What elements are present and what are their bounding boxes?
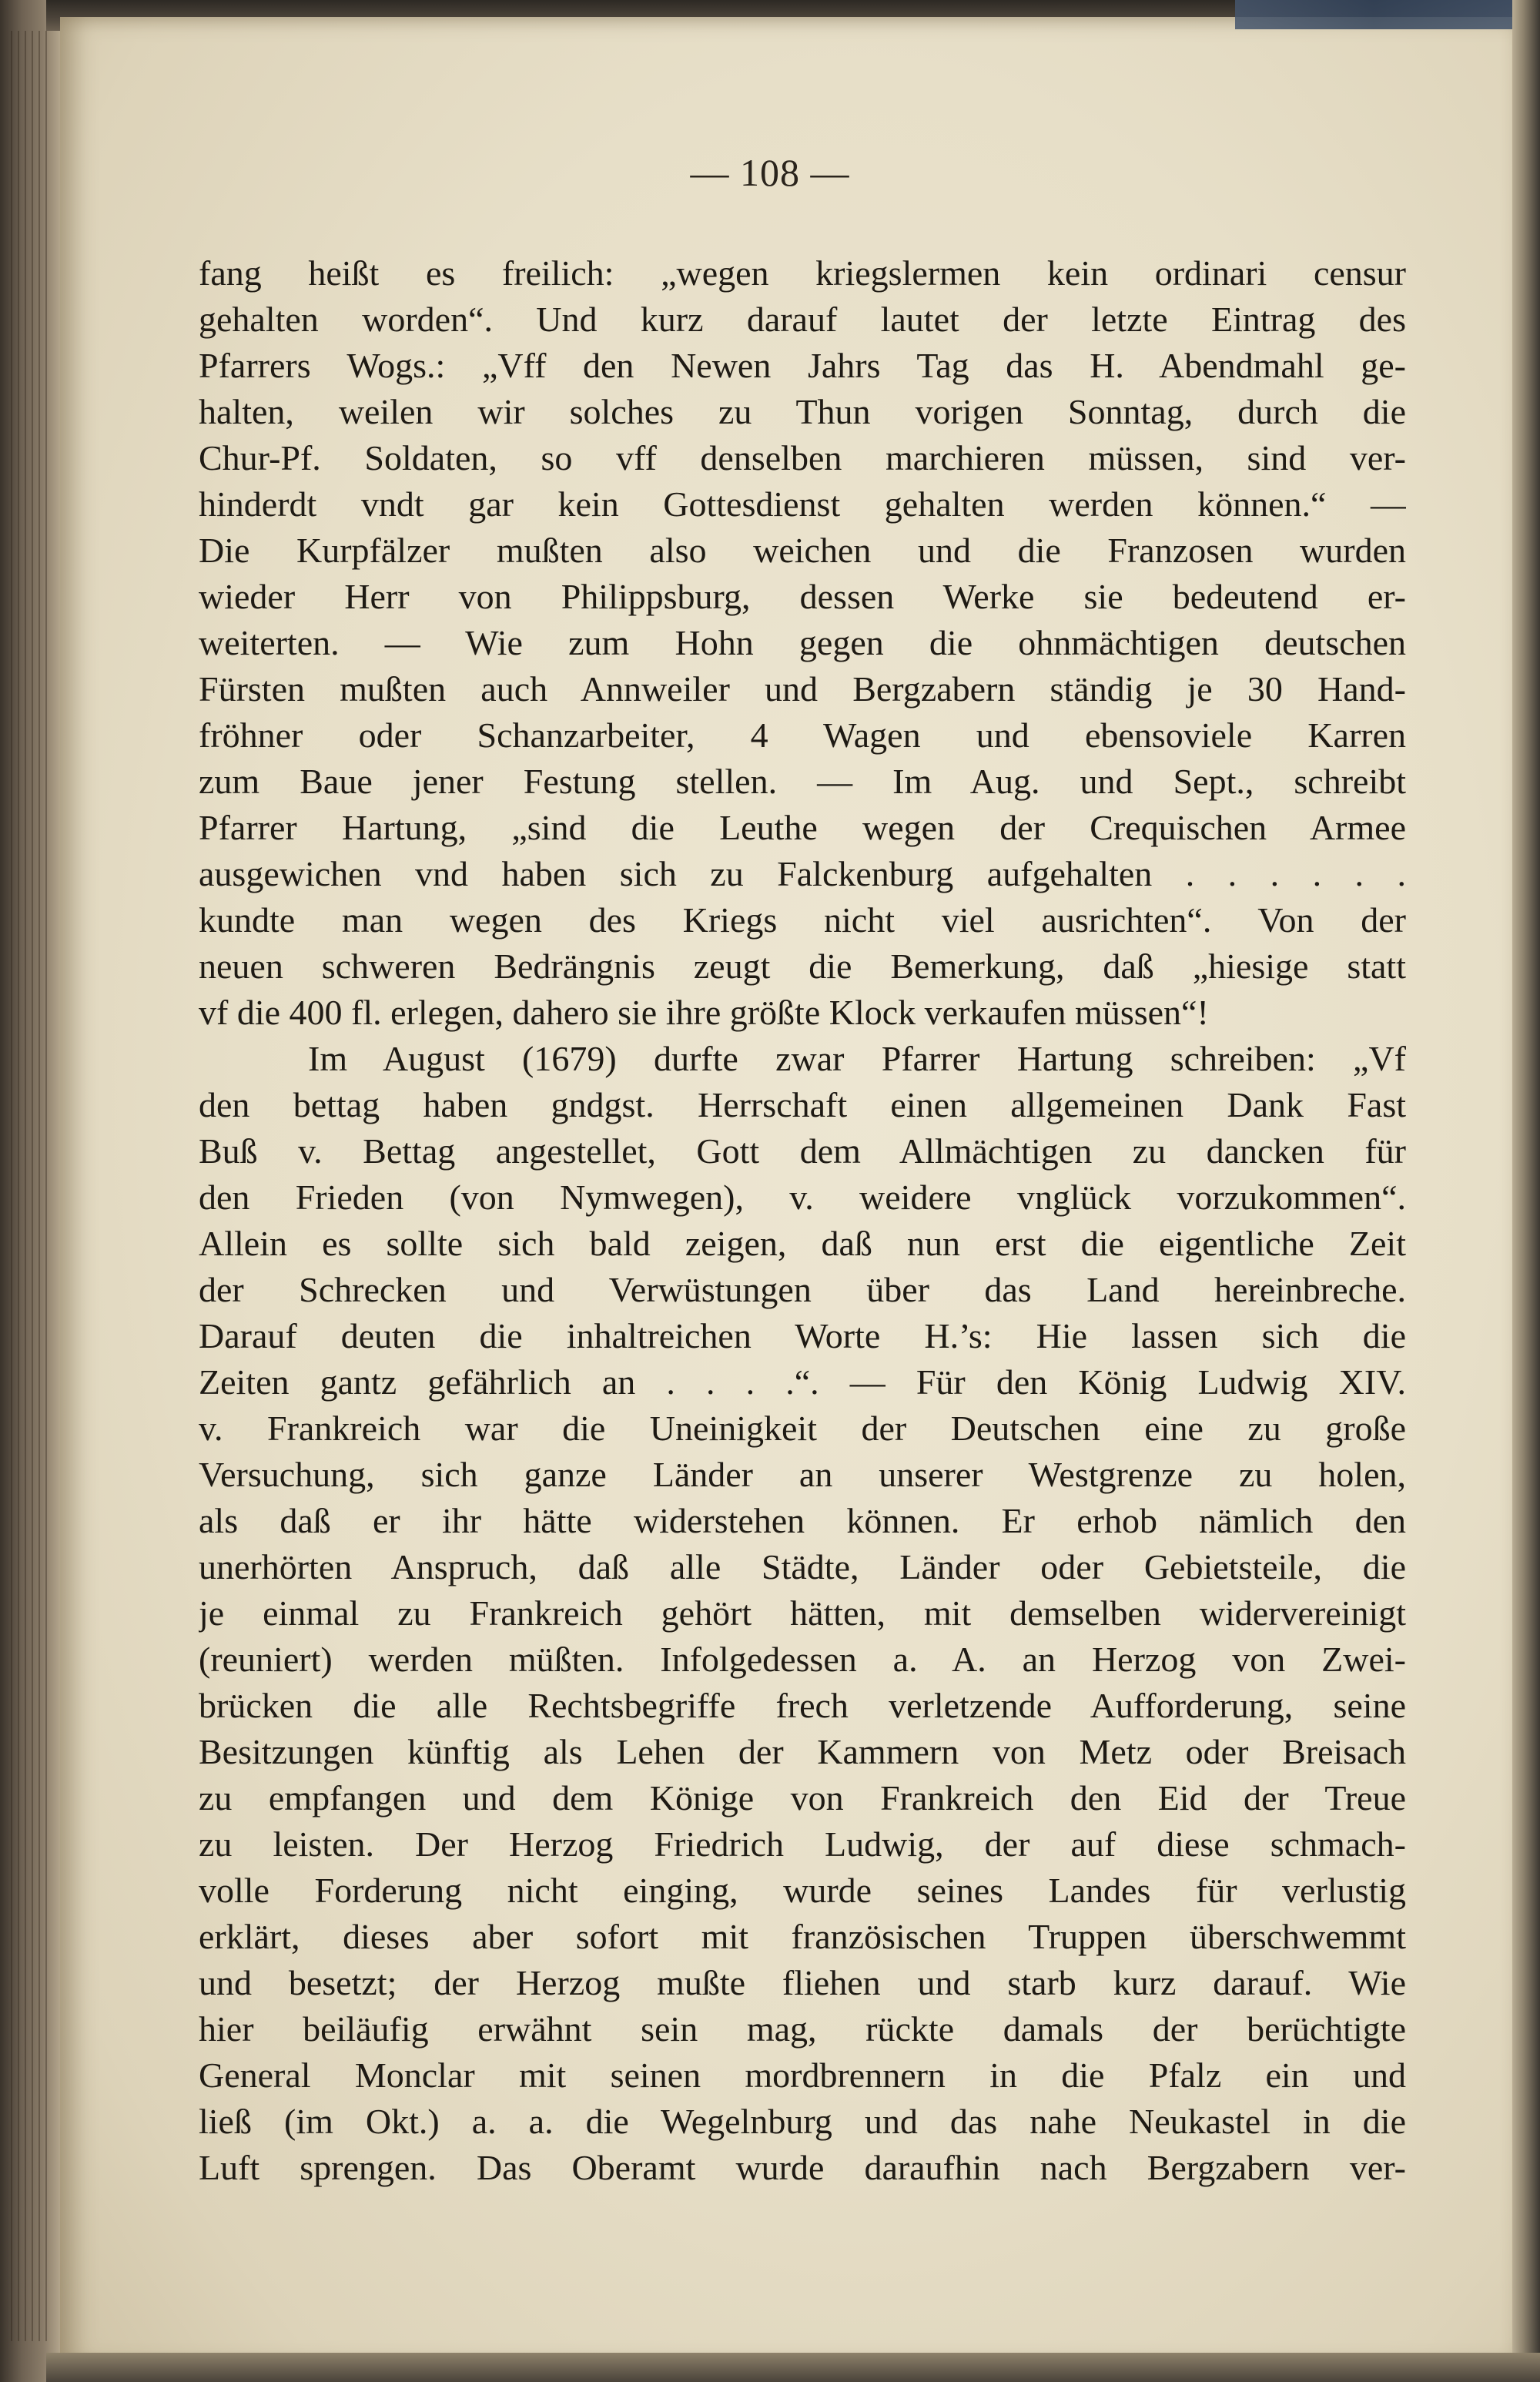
text-line: Chur-Pf. Soldaten, so vff denselben marchieren müssen, sind ver-: [199, 438, 1406, 477]
text-line: General Monclar mit seinen mordbrennern in die Pfalz ein und: [199, 2055, 1406, 2095]
text-line: Pfarrers Wogs.: „Vff den Newen Jahrs Tag das H. Abendmahl ge-: [199, 346, 1406, 385]
ribbon-tab: [1235, 0, 1512, 29]
text-line: Zeiten gantz gefährlich an . . . .“. — Für den König Ludwig XIV.: [199, 1362, 1406, 1402]
text-line: Luft sprengen. Das Oberamt wurde daraufhin nach Bergzabern ver-: [199, 2148, 1406, 2187]
spine-page-edges: [11, 31, 49, 2341]
text-line: Versuchung, sich ganze Länder an unserer Westgrenze zu holen,: [199, 1455, 1406, 1494]
text-line: erklärt, dieses aber sofort mit französischen Truppen überschwemmt: [199, 1917, 1406, 1956]
text-line: Die Kurpfälzer mußten also weichen und die Franzosen wurden: [199, 531, 1406, 570]
text-line: Im August (1679) durfte zwar Pfarrer Hartung schreiben: „Vf: [308, 1039, 1406, 1078]
text-line: den bettag haben gndgst. Herrschaft einen allgemeinen Dank Fast: [199, 1085, 1406, 1124]
text-line: hinderdt vndt gar kein Gottesdienst gehalten werden können.“ —: [199, 484, 1406, 524]
book-spine: [0, 0, 62, 2382]
text-line: Pfarrer Hartung, „sind die Leuthe wegen der Crequischen Armee: [199, 808, 1406, 847]
text-line: den Frieden (von Nymwegen), v. weidere vnglück vorzukommen“.: [199, 1178, 1406, 1217]
text-line: und besetzt; der Herzog mußte fliehen und starb kurz darauf. Wie: [199, 1963, 1406, 2002]
text-line: halten, weilen wir solches zu Thun vorigen Sonntag, durch die: [199, 392, 1406, 431]
text-line: unerhörten Anspruch, daß alle Städte, Länder oder Gebietsteile, die: [199, 1547, 1406, 1586]
text-line: v. Frankreich war die Uneinigkeit der Deutschen eine zu große: [199, 1409, 1406, 1448]
text-line: der Schrecken und Verwüstungen über das Land hereinbreche.: [199, 1270, 1406, 1309]
text-line: neuen schweren Bedrängnis zeugt die Bemerkung, daß „hiesige statt: [199, 946, 1406, 986]
text-line: je einmal zu Frankreich gehört hätten, mit demselben widervereinigt: [199, 1593, 1406, 1633]
text-line: weiterten. — Wie zum Hohn gegen die ohnmächtigen deutschen: [199, 623, 1406, 662]
text-line: ließ (im Okt.) a. a. die Wegelnburg und das nahe Neukastel in die: [199, 2102, 1406, 2141]
right-edge-shadow: [1512, 0, 1540, 2382]
text-line: fröhner oder Schanzarbeiter, 4 Wagen und ebensoviele Karren: [199, 715, 1406, 755]
text-line: zu leisten. Der Herzog Friedrich Ludwig, der auf diese schmach-: [199, 1824, 1406, 1864]
text-line: hier beiläufig erwähnt sein mag, rückte damals der berüchtigte: [199, 2009, 1406, 2049]
text-line: wieder Herr von Philippsburg, dessen Werke sie bedeutend er-: [199, 577, 1406, 616]
text-line: vf die 400 fl. erlegen, dahero sie ihre größte Klock verkaufen müssen“!: [199, 993, 1209, 1032]
bottom-edge-shadow: [46, 2353, 1540, 2382]
page-number: — 108 —: [690, 151, 850, 194]
text-line: fang heißt es freilich: „wegen kriegslermen kein ordinari censur: [199, 253, 1406, 293]
text-line: zum Baue jener Festung stellen. — Im Aug. und Sept., schreibt: [199, 762, 1406, 801]
text-line: volle Forderung nicht einging, wurde seines Landes für verlustig: [199, 1871, 1406, 1910]
text-line: Fürsten mußten auch Annweiler und Bergzabern ständig je 30 Hand-: [199, 669, 1406, 709]
text-line: Darauf deuten die inhaltreichen Worte H.’s: Hie lassen sich die: [199, 1316, 1406, 1355]
text-line: (reuniert) werden müßten. Infolgedessen a. A. an Herzog von Zwei-: [199, 1640, 1406, 1679]
text-line: gehalten worden“. Und kurz darauf lautet der letzte Eintrag des: [199, 300, 1406, 339]
text-line: Buß v. Bettag angestellet, Gott dem Allmächtigen zu dancken für: [199, 1131, 1406, 1171]
text-line: Allein es sollte sich bald zeigen, daß nun erst die eigentliche Zeit: [199, 1224, 1406, 1263]
text-line: Besitzungen künftig als Lehen der Kammern von Metz oder Breisach: [199, 1732, 1406, 1771]
text-line: ausgewichen vnd haben sich zu Falckenburg aufgehalten . . . . . .: [199, 854, 1406, 893]
text-line: brücken die alle Rechtsbegriffe frech verletzende Aufforderung, seine: [199, 1686, 1406, 1725]
text-line: als daß er ihr hätte widerstehen können. Er erhob nämlich den: [199, 1501, 1406, 1540]
text-line: kundte man wegen des Kriegs nicht viel ausrichten“. Von der: [199, 900, 1406, 940]
text-line: zu empfangen und dem Könige von Frankreich den Eid der Treue: [199, 1778, 1406, 1817]
body-text: [199, 250, 1406, 2191]
